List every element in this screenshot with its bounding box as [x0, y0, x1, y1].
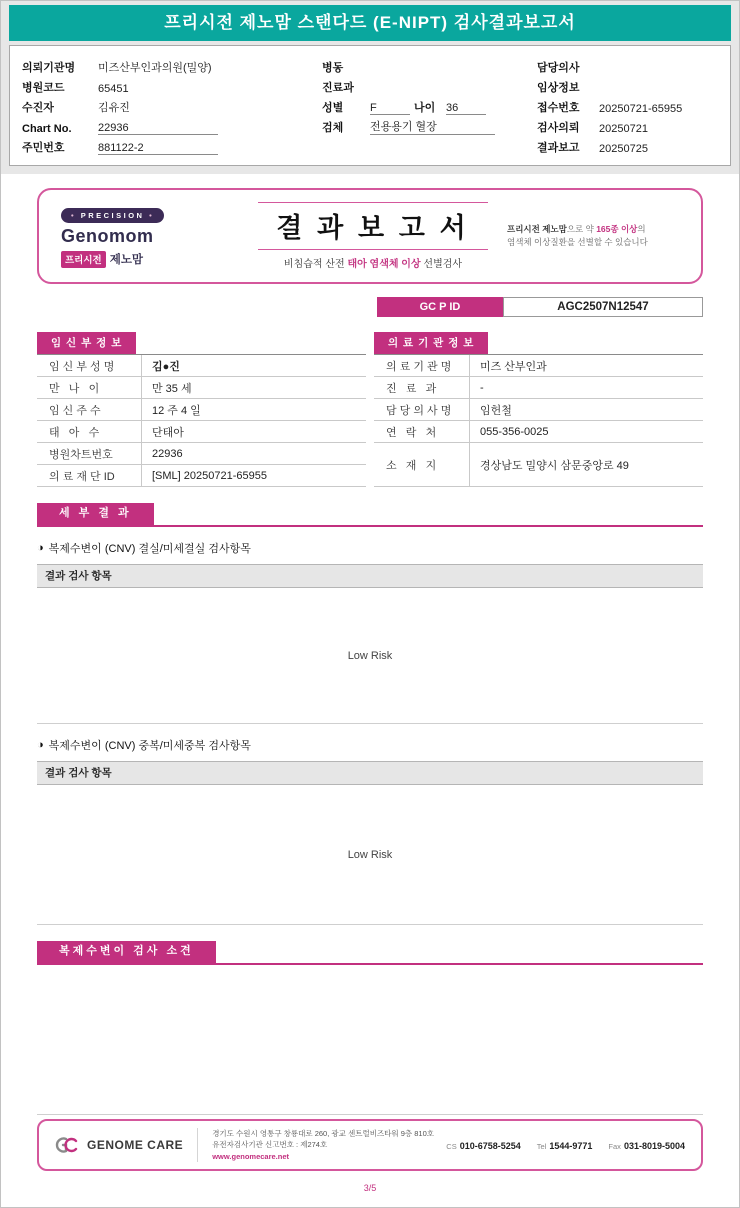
table-row: [37, 465, 366, 487]
gestation-weeks-label: 임 신 주 수: [37, 399, 142, 420]
field-chart-no: [22, 115, 322, 135]
field-specimen: [322, 115, 537, 135]
subtitle-prefix: 비침습적 산전: [283, 259, 348, 270]
top-band: [1, 1, 739, 174]
clinic-name-value: 미즈 산부인과: [480, 360, 547, 373]
report-date-label: 결과보고: [537, 142, 580, 154]
subtitle-suffix: 선별검사: [420, 259, 463, 270]
cnv-findings-area: [37, 965, 703, 1115]
gestation-weeks-value: 12 주 4 일: [152, 404, 201, 417]
cnv-findings-title: 복제수변이 검사 소견: [37, 941, 216, 963]
cnv-duplication-heading: [37, 737, 703, 753]
clinic-address-label: 소 재 지: [374, 443, 470, 486]
mother-age-label: 만 나 이: [37, 377, 142, 398]
genomom-korean-brand: [61, 251, 239, 268]
mother-info-body: [37, 354, 366, 487]
specimen-value: 전용용기 혈장: [370, 118, 495, 135]
cnv-duplication-heading-text: 복제수변이 (CNV) 중복/미세중복 검사항목: [48, 740, 251, 753]
hospital-code-value: 65451: [98, 83, 129, 95]
field-report-date: [537, 135, 718, 155]
field-middle-empty: [322, 135, 537, 155]
subtitle-highlight: 태아 염색체 이상: [347, 259, 421, 270]
contact-fax-label: Fax: [608, 1142, 621, 1151]
genomom-korean-name: 제노맘: [109, 254, 144, 266]
clinical-info-label: 임상정보: [537, 82, 580, 94]
field-clinical-info: [537, 75, 718, 95]
receipt-no-label: 접수번호: [537, 102, 580, 114]
footer-website-link[interactable]: www.genomecare.net: [212, 1151, 290, 1161]
info-tables: [37, 332, 703, 487]
clinic-doctor-value: 임헌철: [480, 404, 512, 417]
contact-fax: [608, 1136, 685, 1154]
sex-label: 성별: [322, 102, 344, 114]
contact-fax-value: 031-8019-5004: [623, 1141, 685, 1151]
report-body: [1, 174, 739, 1115]
table-row: [37, 377, 366, 399]
age-label: 나이: [414, 102, 436, 114]
table-row: [37, 421, 366, 443]
field-patient-name: [22, 95, 322, 115]
gcpid-row: [37, 297, 703, 317]
request-info-right: [537, 55, 718, 155]
report-subtitle: [239, 250, 507, 270]
request-info-left: [22, 55, 322, 155]
field-department: [322, 75, 537, 95]
genomom-korean-badge: 프리시전: [61, 251, 106, 268]
table-row: [374, 355, 703, 377]
footer-contacts: [446, 1136, 685, 1154]
tagline-brand: 프리시전 제노맘: [507, 223, 567, 234]
genomecare-logo-text: GENOME CARE: [87, 1138, 184, 1152]
genomecare-logo: [55, 1135, 183, 1155]
detail-results-title: 세 부 결 과: [37, 503, 154, 525]
cnv-deletion-result-text: Low Risk: [347, 649, 393, 662]
receipt-no-value: 20250721-65955: [599, 103, 683, 115]
request-date-label: 검사의뢰: [537, 122, 580, 134]
chart-no-value: 22936: [98, 122, 218, 135]
clinic-info-body: [374, 354, 703, 487]
contact-cs-value: 010-6758-5254: [459, 1141, 521, 1151]
gcpid-label: GC P ID: [377, 297, 503, 317]
referring-org-label: 의뢰기관명: [22, 62, 76, 74]
contact-tel: [537, 1136, 593, 1154]
cnv-deletion-column-header: 결과 검사 항목: [37, 564, 703, 588]
footer-address: [197, 1128, 434, 1163]
genomom-brand-block: [61, 205, 239, 268]
cnv-duplication-result: [37, 785, 703, 925]
brand-tagline: [507, 223, 679, 249]
tagline-highlight: 165종 이상: [596, 223, 638, 234]
request-info-middle: [322, 55, 537, 155]
field-attending-doctor: [537, 55, 718, 75]
footer-address-line1: 경기도 수원시 영통구 창룡대로 260, 광교 센트럴비즈타워 9층 810호: [212, 1128, 435, 1138]
report-date-value: 20250725: [599, 143, 648, 155]
field-hospital-code: [22, 75, 322, 95]
report-letterhead: [37, 188, 703, 284]
field-sex-age: [322, 95, 537, 115]
hospital-chart-no-label: 병원차트번호: [37, 443, 142, 464]
tagline-end: 의: [637, 223, 646, 234]
precision-badge: • PRECISION •: [61, 208, 164, 223]
mother-age-value: 만 35 세: [152, 382, 192, 395]
resident-id-value: 881122-2: [98, 142, 218, 155]
hospital-code-label: 병원코드: [22, 82, 65, 94]
lab-id-value: [SML] 20250721-65955: [152, 469, 267, 482]
ward-label: 병동: [322, 62, 344, 74]
department-label: 진료과: [322, 82, 354, 94]
gcpid-value: AGC2507N12547: [503, 297, 703, 317]
page-title: 프리시전 제노맘 스탠다드 (E-NIPT) 검사결과보고서: [9, 5, 731, 41]
clinic-dept-label: 진 료 과: [374, 377, 470, 398]
table-row: [374, 443, 703, 487]
attending-doctor-label: 담당의사: [537, 62, 580, 74]
table-row: [374, 377, 703, 399]
footer-address-line2: 유전자검사기관 신고번호 : 제274호: [212, 1140, 328, 1150]
patient-name-label: 수진자: [22, 102, 54, 114]
chart-no-label: Chart No.: [22, 123, 72, 135]
contact-tel-value: 1544-9771: [549, 1141, 593, 1151]
clinic-doctor-label: 담 당 의 사 명: [374, 399, 470, 420]
table-row: [37, 443, 366, 465]
field-referring-org: [22, 55, 322, 75]
report-title: 결 과 보 고 서: [276, 213, 470, 243]
field-ward: [322, 55, 537, 75]
field-resident-id: [22, 135, 322, 155]
report-title-block: [239, 202, 507, 270]
half-circle-bullet-icon: ◑: [37, 739, 44, 752]
hospital-chart-no-value: 22936: [152, 447, 183, 460]
tagline-mid: 으로 약: [566, 223, 597, 234]
clinic-name-label: 의 료 기 관 명: [374, 355, 470, 376]
sex-value: F: [370, 102, 410, 115]
contact-cs-label: CS: [446, 1142, 457, 1151]
footer-bar: [37, 1119, 703, 1171]
lab-id-label: 의 료 재 단 ID: [37, 465, 142, 486]
tagline-line2: 염색체 이상질환을 선별할 수 있습니다: [507, 237, 648, 247]
genomecare-logo-icon: [55, 1135, 81, 1155]
clinic-phone-label: 연 락 처: [374, 421, 470, 442]
clinic-dept-value: -: [480, 381, 484, 394]
table-row: [37, 355, 366, 377]
clinic-phone-value: 055-356-0025: [480, 425, 549, 438]
specimen-label: 검체: [322, 122, 344, 134]
table-row: [37, 399, 366, 421]
cnv-deletion-heading: [37, 540, 703, 556]
field-receipt-no: [537, 95, 718, 115]
referring-org-value: 미즈산부인과의원(밀양): [98, 62, 212, 74]
cnv-deletion-result: [37, 588, 703, 724]
genomom-logo: Genomom: [61, 225, 154, 246]
resident-id-label: 주민번호: [22, 142, 65, 154]
request-info-panel: [9, 45, 731, 166]
table-row: [374, 399, 703, 421]
contact-tel-label: Tel: [536, 1142, 547, 1151]
request-date-value: 20250721: [599, 123, 648, 135]
page-number: 3/5: [363, 1183, 377, 1193]
patient-name-value: 김유진: [98, 102, 130, 114]
field-request-date: [537, 115, 718, 135]
contact-cs: [446, 1136, 520, 1154]
table-row: [374, 421, 703, 443]
mother-name-label: 임 신 부 성 명: [37, 355, 142, 376]
fetus-count-value: 단태아: [152, 426, 184, 439]
mother-info-table: [37, 332, 366, 487]
half-circle-bullet-icon: ◑: [37, 542, 44, 555]
cnv-duplication-result-text: Low Risk: [347, 848, 393, 861]
clinic-address-value: 경상남도 밀양시 삼문중앙로 49: [480, 459, 629, 472]
mother-info-title: 임 신 부 정 보: [37, 332, 136, 354]
clinic-info-table: [374, 332, 703, 487]
mother-name-value: 김●진: [152, 360, 180, 373]
cnv-deletion-heading-text: 복제수변이 (CNV) 결실/미세결실 검사항목: [48, 543, 251, 556]
detail-results-section-bar: [37, 503, 703, 527]
cnv-duplication-column-header: 결과 검사 항목: [37, 761, 703, 785]
clinic-info-title: 의 료 기 관 정 보: [374, 332, 488, 354]
fetus-count-label: 태 아 수: [37, 421, 142, 442]
cnv-findings-section-bar: [37, 941, 703, 965]
age-value: 36: [446, 102, 486, 115]
